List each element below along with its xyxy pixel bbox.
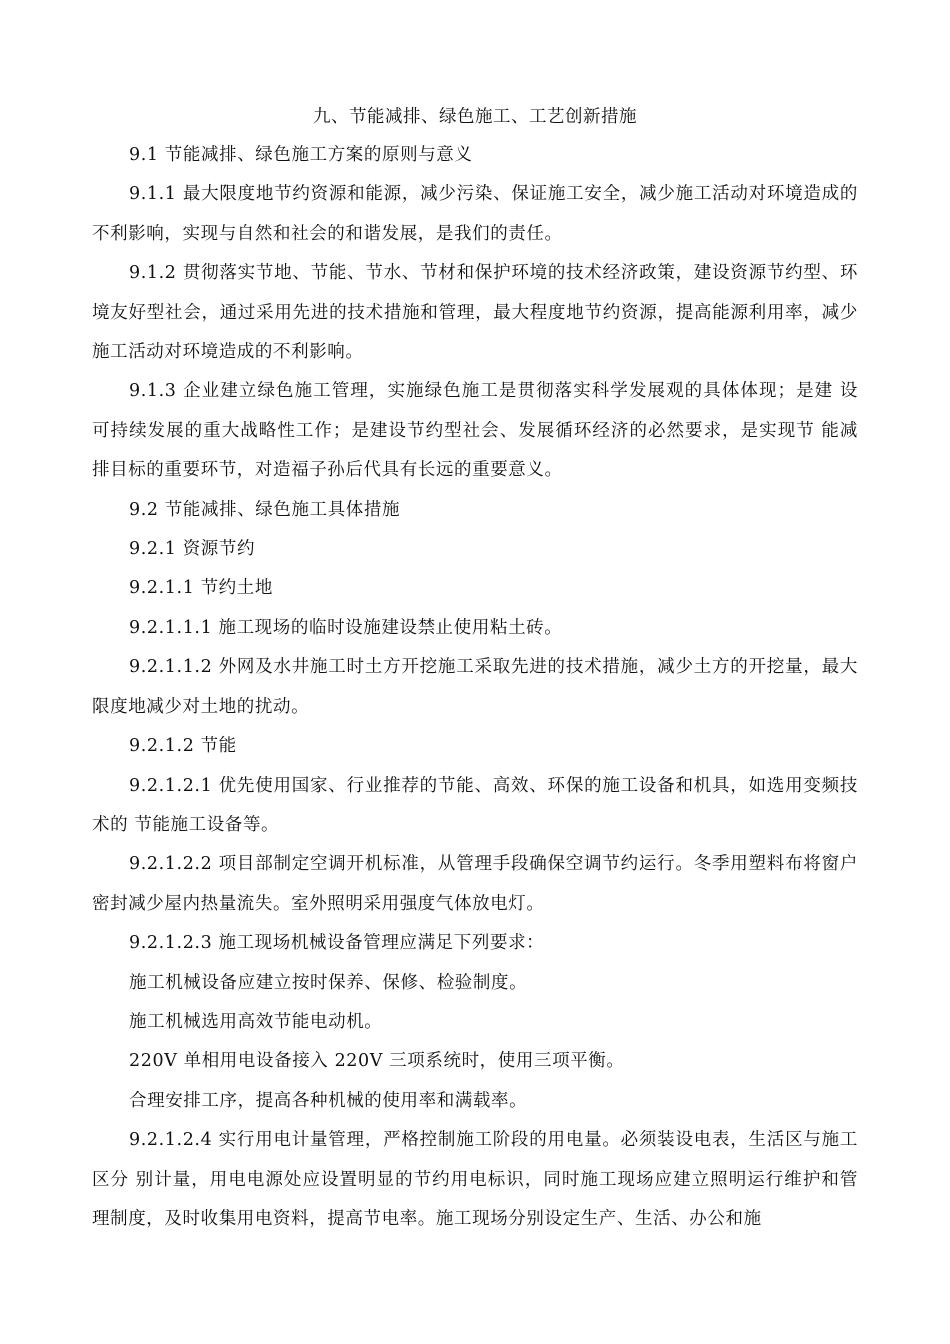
paragraph-9-1-2: 9.1.2 贯彻落实节地、节能、节水、节材和保护环境的技术经济政策，建设资源节约型、环 境友好型社会，通过采用先进的技术措施和管理，最大程度地节约资源，提高能源利用率，减少施工活动对环境造成的不利影响。 <box>92 263 858 363</box>
paragraph-9-2-1-2-4: 9.2.1.2.4 实行用电计量管理，严格控制施工阶段的用电量。必须装设电表，生活区与施工区分 别计量，用电电源处应设置明显的节约用电标识，同时施工现场应建立照明运行维护和管理制度，及时收集用电资料，提高节电率。施工现场分别设定生产、生活、办公和施 <box>92 1130 858 1229</box>
list-item-three-phase: 220V 单相用电设备接入 220V 三项系统时，使用三项平衡。 <box>129 1051 625 1072</box>
paragraph-9-2: 9.2 节能减排、绿色施工具体措施 <box>129 499 401 520</box>
paragraph-9-2-1-1: 9.2.1.1 节约土地 <box>129 578 273 599</box>
paragraph-9-1-1: 9.1.1 最大限度地节约资源和能源，减少污染、保证施工安全，减少施工活动对环境造成的 不利影响，实现与自然和社会的和谐发展，是我们的责任。 <box>92 184 858 244</box>
list-item-scheduling: 合理安排工序，提高各种机械的使用率和满载率。 <box>129 1090 528 1111</box>
list-item-maintenance: 施工机械设备应建立按时保养、保修、检验制度。 <box>129 972 528 993</box>
paragraph-9-1: 9.1 节能减排、绿色施工方案的原则与意义 <box>129 145 473 165</box>
paragraph-9-2-1-2-3: 9.2.1.2.3 施工现场机械设备管理应满足下列要求： <box>129 933 545 954</box>
paragraph-9-2-1: 9.2.1 资源节约 <box>129 539 256 560</box>
section-title: 九、节能减排、绿色施工、工艺创新措施 <box>313 107 637 127</box>
paragraph-9-1-3: 9.1.3 企业建立绿色施工管理，实施绿色施工是贯彻落实科学发展观的具体体现；是建 设可持续发展的重大战略性工作；是建设节约型社会、发展循环经济的必然要求，是实现节 能减排目标的重要环节，对造福子孙后代具有长远的重要意义。 <box>92 381 858 481</box>
list-item-motor: 施工机械选用高效节能电动机。 <box>129 1011 383 1032</box>
paragraph-9-2-1-1-1: 9.2.1.1.1 施工现场的临时设施建设禁止使用粘土砖。 <box>129 617 563 638</box>
paragraph-9-2-1-1-2: 9.2.1.1.2 外网及水井施工时土方开挖施工采取先进的技术措施，减少土方的开挖量，最大限度地减少对土地的扰动。 <box>92 657 858 717</box>
paragraph-9-2-1-2-2: 9.2.1.2.2 项目部制定空调开机标准，从管理手段确保空调节约运行。冬季用塑料布将窗户 密封减少屋内热量流失。室外照明采用强度气体放电灯。 <box>92 854 858 914</box>
paragraph-9-2-1-2-1: 9.2.1.2.1 优先使用国家、行业推荐的节能、高效、环保的施工设备和机具，如选用变频技术的 节能施工设备等。 <box>92 775 858 835</box>
paragraph-9-2-1-2: 9.2.1.2 节能 <box>129 736 237 757</box>
